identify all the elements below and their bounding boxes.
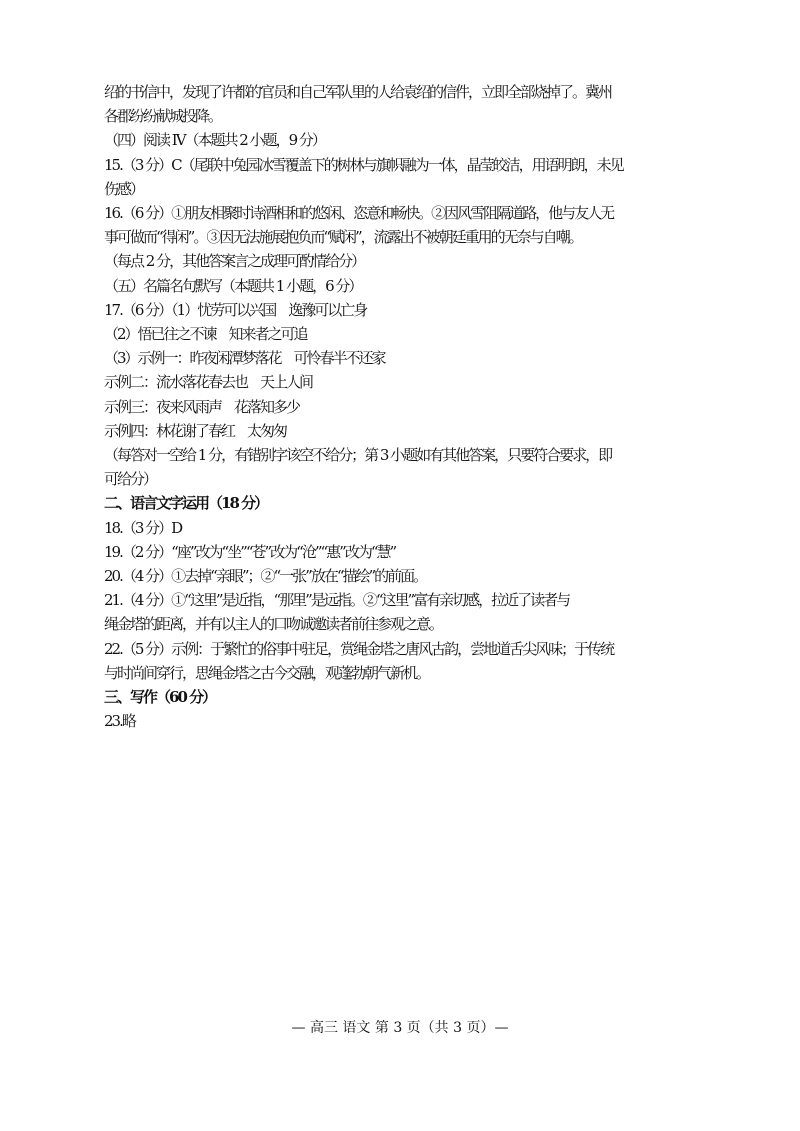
- text-line: 与时尚间穿行，思绳金塔之古今交融，观蓬勃朝气新机。: [104, 663, 430, 682]
- section-heading: 二、语言文字运用（18 分）: [104, 494, 268, 513]
- text-line: 19.（2 分）“座”改为“坐”“苍”改为“沧”“惠”改为“慧”: [104, 542, 396, 561]
- text-line: 15.（3 分）C（尾联中兔园冰雪覆盖下的树林与旗帜融为一体，晶莹皎洁，用语明朗，未见: [104, 155, 623, 174]
- text-line: 22.（5 分）示例：于繁忙的俗事中驻足，赏绳金塔之唐风古韵，尝地道舌尖风味；于传统: [104, 639, 614, 658]
- text-line: 示例二：流水落花春去也 天上人间: [104, 373, 313, 392]
- text-line: 可给分）: [104, 470, 157, 489]
- text-line: 绳金塔的距离，并有以主人的口吻诚邀读者前往参观之意。: [104, 615, 443, 634]
- text-line: 16.（6 分）①朋友相聚时诗酒相和的悠闲、恣意和畅快。②因风雪阻隔道路，他与友人无: [104, 204, 614, 223]
- text-line: 示例四：林花谢了春红 太匆匆: [104, 421, 287, 440]
- text-line: 绍的书信中，发现了许都的官员和自己军队里的人给袁绍的信件，立即全部烧掉了。冀州: [104, 83, 612, 101]
- text-line: （3）示例一：昨夜闲潭梦落花 可怜春半不还家: [104, 349, 385, 368]
- text-line: 事可做而“得闲”。③因无法施展抱负而“赋闲”，流露出不被朝廷重用的无奈与自嘲。: [104, 228, 582, 247]
- page-footer: — 高三 语文 第 3 页（共 3 页）—: [291, 1020, 509, 1036]
- text-line: 17.（6 分）（1）忧劳可以兴国 逸豫可以亡身: [104, 300, 367, 319]
- text-line: 23.略: [104, 712, 135, 731]
- text-line: （2）悟已往之不谏 知来者之可追: [104, 325, 307, 344]
- text-line: 21.（4 分）①“这里”是近指，“那里”是远指。②“这里”富有亲切感，拉近了读者与: [104, 591, 570, 610]
- text-line: （五）名篇名句默写（本题共 1 小题，6 分）: [104, 276, 362, 295]
- text-line: （四）阅读 IV（本题共 2 小题，9 分）: [104, 131, 325, 150]
- answer-page-body: [104, 80, 704, 733]
- text-line: 18.（3 分）D: [104, 518, 182, 537]
- text-line: 伤感）: [104, 179, 144, 198]
- text-line: （每点 2 分，其他答案言之成理可酌情给分）: [104, 252, 365, 271]
- text-line: 各郡纷纷献城投降。: [104, 107, 222, 126]
- section-heading: 三、写作（60 分）: [104, 688, 216, 707]
- text-line: 20.（4 分）①去掉“亲眼”；②“一张”放在“描绘”的前面。: [104, 567, 427, 586]
- text-line: 示例三：夜来风雨声 花落知多少: [104, 397, 300, 416]
- text-line: （每答对一空给 1 分，有错别字该空不给分；第 3 小题如有其他答案，只要符合要求，即: [104, 446, 612, 465]
